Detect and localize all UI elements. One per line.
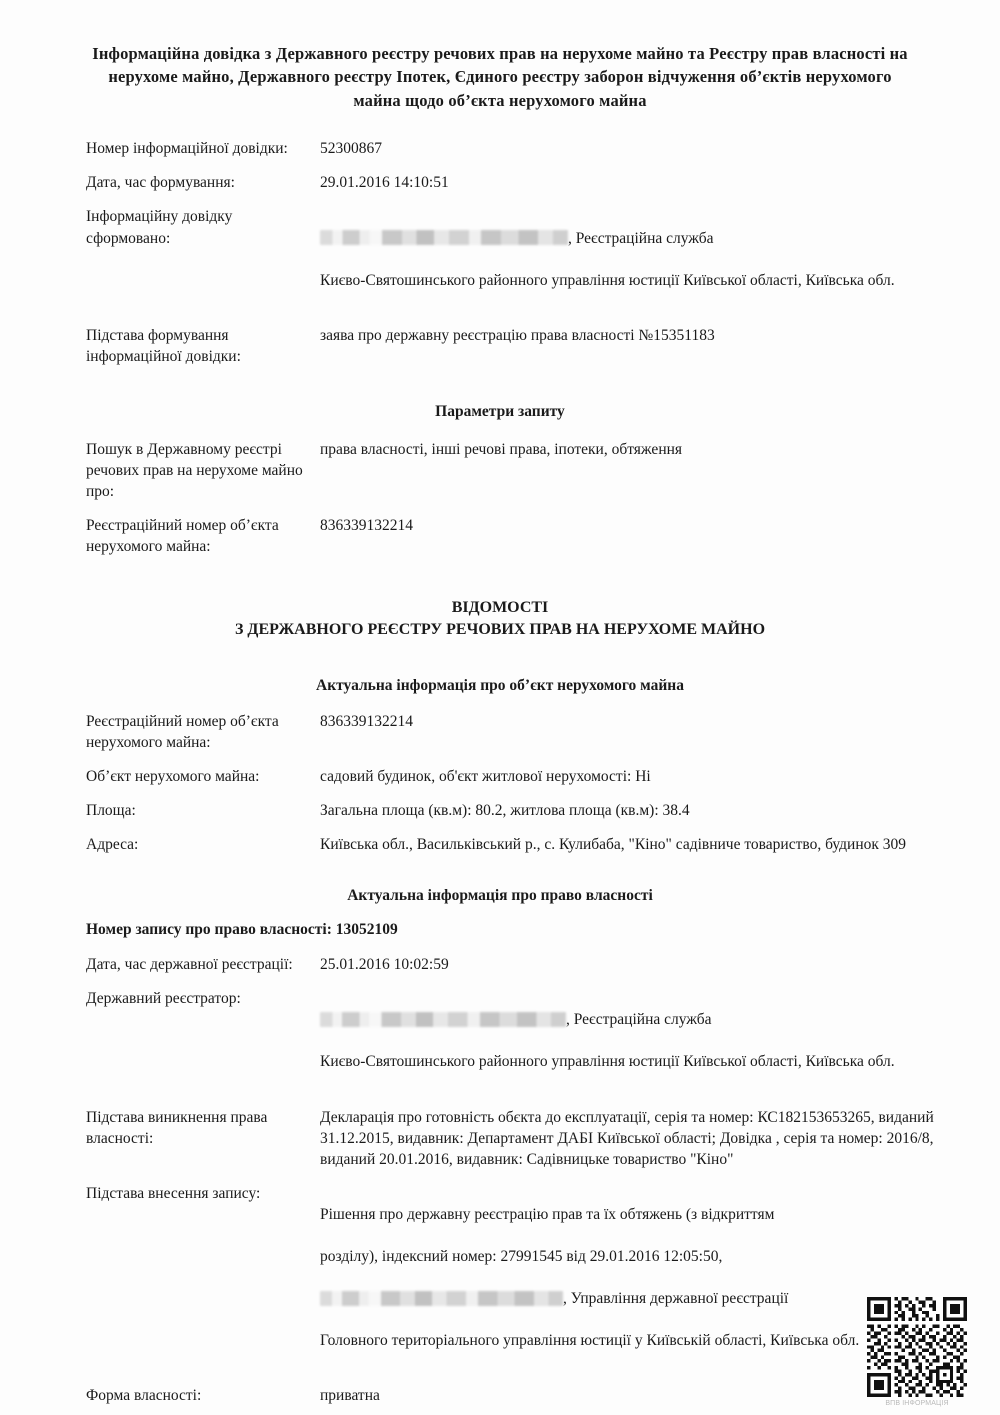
value-reference-number: 52300867 bbox=[320, 140, 382, 158]
heading-query-params: Параметри запиту bbox=[435, 402, 565, 420]
heading-object-info: Актуальна інформація про об’єкт нерухомого майна bbox=[316, 677, 684, 695]
registrar-rest: Києво-Святошинського районного управління юстиції Київської області, Київська обл. bbox=[320, 1053, 895, 1071]
object-info-block bbox=[0, 711, 1000, 855]
field-row-address bbox=[86, 834, 960, 855]
value-registrar bbox=[320, 988, 960, 1093]
label-ownership-form: Форма власності: bbox=[86, 1387, 202, 1405]
field-row-ownership-form bbox=[86, 1385, 960, 1406]
document-title: Інформаційна довідка з Державного реєстру речових прав на нерухоме майно та Реєстру прав власності на нерухоме майно, Державного реєстру Іпотек, Єдиного реєстру заборон відчуження об’єктів нерухомого майна щодо об’єкта нерухомого майна bbox=[92, 44, 908, 110]
label-area: Площа: bbox=[86, 802, 136, 820]
value-basis: заява про державну реєстрацію права власності №15351183 bbox=[320, 326, 715, 344]
query-params-block bbox=[0, 439, 1000, 557]
field-row-created-by bbox=[86, 206, 960, 311]
header-fields-block bbox=[0, 138, 1000, 367]
field-row-registrar bbox=[86, 988, 960, 1093]
qr-code-block bbox=[862, 1297, 972, 1407]
value-basis-of-right: Декларація про готовність обєкта до експлуатації, серія та номер: КС182153653265, виданий 31.12.2015, видавник: Департамент ДАБІ Київської області; Довідка , серія та номер: 2016/8, виданий 20.01.2016, видавник: Садівницьке товариство "Кіно" bbox=[320, 1108, 934, 1168]
label-created-by: Інформаційну довідку сформовано: bbox=[86, 208, 233, 247]
field-row-basis-of-record bbox=[86, 1183, 960, 1373]
created-by-rest: Києво-Святошинського районного управління юстиції Київської області, Київська обл. bbox=[320, 271, 895, 289]
label-registration-datetime: Дата, час державної реєстрації: bbox=[86, 956, 293, 974]
label-basis: Підстава формування інформаційної довідки: bbox=[86, 326, 241, 365]
value-created-by bbox=[320, 206, 960, 311]
redaction-block-created-by bbox=[320, 230, 568, 245]
label-query-object-reg-number: Реєстраційний номер об’єкта нерухомого майна: bbox=[86, 516, 279, 555]
field-row-object-reg-number bbox=[86, 711, 960, 753]
label-registrar: Державний реєстратор: bbox=[86, 990, 241, 1008]
created-by-first-line bbox=[320, 228, 950, 249]
redaction-block-registrar bbox=[320, 1012, 566, 1027]
value-ownership-form: приватна bbox=[320, 1387, 380, 1405]
basis-of-record-line3 bbox=[320, 1288, 950, 1309]
basis-of-record-rest: Головного територіального управління юстиції у Київській області, Київська обл. bbox=[320, 1332, 860, 1350]
label-object-type: Об’єкт нерухомого майна: bbox=[86, 768, 260, 786]
created-by-suffix: , Реєстраційна служба bbox=[568, 229, 714, 247]
label-basis-of-right: Підстава виникнення права власності: bbox=[86, 1108, 268, 1147]
basis-of-record-line2: розділу), індексний номер: 27991545 від 29.01.2016 12:05:50, bbox=[320, 1247, 723, 1265]
field-row-query-object-reg-number bbox=[86, 515, 960, 557]
qr-code-caption: ВПВ ІНФОРМАЦІЯ bbox=[885, 1400, 949, 1407]
value-search-scope: права власності, інші речові права, іпотеки, обтяження bbox=[320, 440, 683, 458]
label-reference-number: Номер інформаційної довідки: bbox=[86, 140, 288, 158]
heading-vidomosti bbox=[0, 597, 1000, 641]
field-row-object-type bbox=[86, 766, 960, 787]
field-row-basis-of-right bbox=[86, 1107, 960, 1170]
value-address: Київська обл., Васильківський р., с. Кулибаба, "Кіно" садівниче товариство, будинок 309 bbox=[320, 836, 907, 854]
field-row-registration-datetime bbox=[86, 954, 960, 975]
heading-ownership-info: Актуальна інформація про право власності bbox=[347, 887, 653, 905]
qr-code-icon bbox=[867, 1297, 967, 1397]
label-object-reg-number: Реєстраційний номер об’єкта нерухомого майна: bbox=[86, 712, 279, 751]
label-basis-of-record: Підстава внесення запису: bbox=[86, 1184, 261, 1202]
label-address: Адреса: bbox=[86, 836, 139, 854]
basis-of-record-suffix: , Управління державної реєстрації bbox=[563, 1290, 789, 1308]
heading-vidomosti-line2: З ДЕРЖАВНОГО РЕЄСТРУ РЕЧОВИХ ПРАВ НА НЕРУХОМЕ МАЙНО bbox=[234, 621, 766, 639]
registrar-first-line bbox=[320, 1009, 950, 1030]
ownership-info-block bbox=[0, 954, 1000, 1406]
value-query-object-reg-number: 836339132214 bbox=[320, 516, 413, 534]
field-row-basis bbox=[86, 325, 960, 367]
value-area: Загальна площа (кв.м): 80.2, житлова площа (кв.м): 38.4 bbox=[320, 802, 690, 820]
value-created-datetime: 29.01.2016 14:10:51 bbox=[320, 174, 449, 192]
ownership-record-number: Номер запису про право власності: 13052109 bbox=[86, 920, 398, 938]
label-created-datetime: Дата, час формування: bbox=[86, 174, 235, 192]
field-row-created-datetime bbox=[86, 172, 960, 193]
redaction-block-basis-of-record bbox=[320, 1291, 563, 1306]
value-registration-datetime: 25.01.2016 10:02:59 bbox=[320, 956, 449, 974]
field-row-area bbox=[86, 800, 960, 821]
basis-of-record-line1: Рішення про державну реєстрацію прав та їх обтяжень (з відкриттям bbox=[320, 1205, 775, 1223]
label-search-scope: Пошук в Державному реєстрі речових прав на нерухоме майно про: bbox=[86, 440, 303, 500]
registrar-suffix: , Реєстраційна служба bbox=[566, 1011, 712, 1029]
value-object-type: садовий будинок, об'єкт житлової нерухомості: Ні bbox=[320, 768, 651, 786]
field-row-reference-number bbox=[86, 138, 960, 159]
heading-vidomosti-line1: ВІДОМОСТІ bbox=[451, 599, 549, 617]
value-object-reg-number: 836339132214 bbox=[320, 712, 413, 730]
field-row-search-scope bbox=[86, 439, 960, 502]
